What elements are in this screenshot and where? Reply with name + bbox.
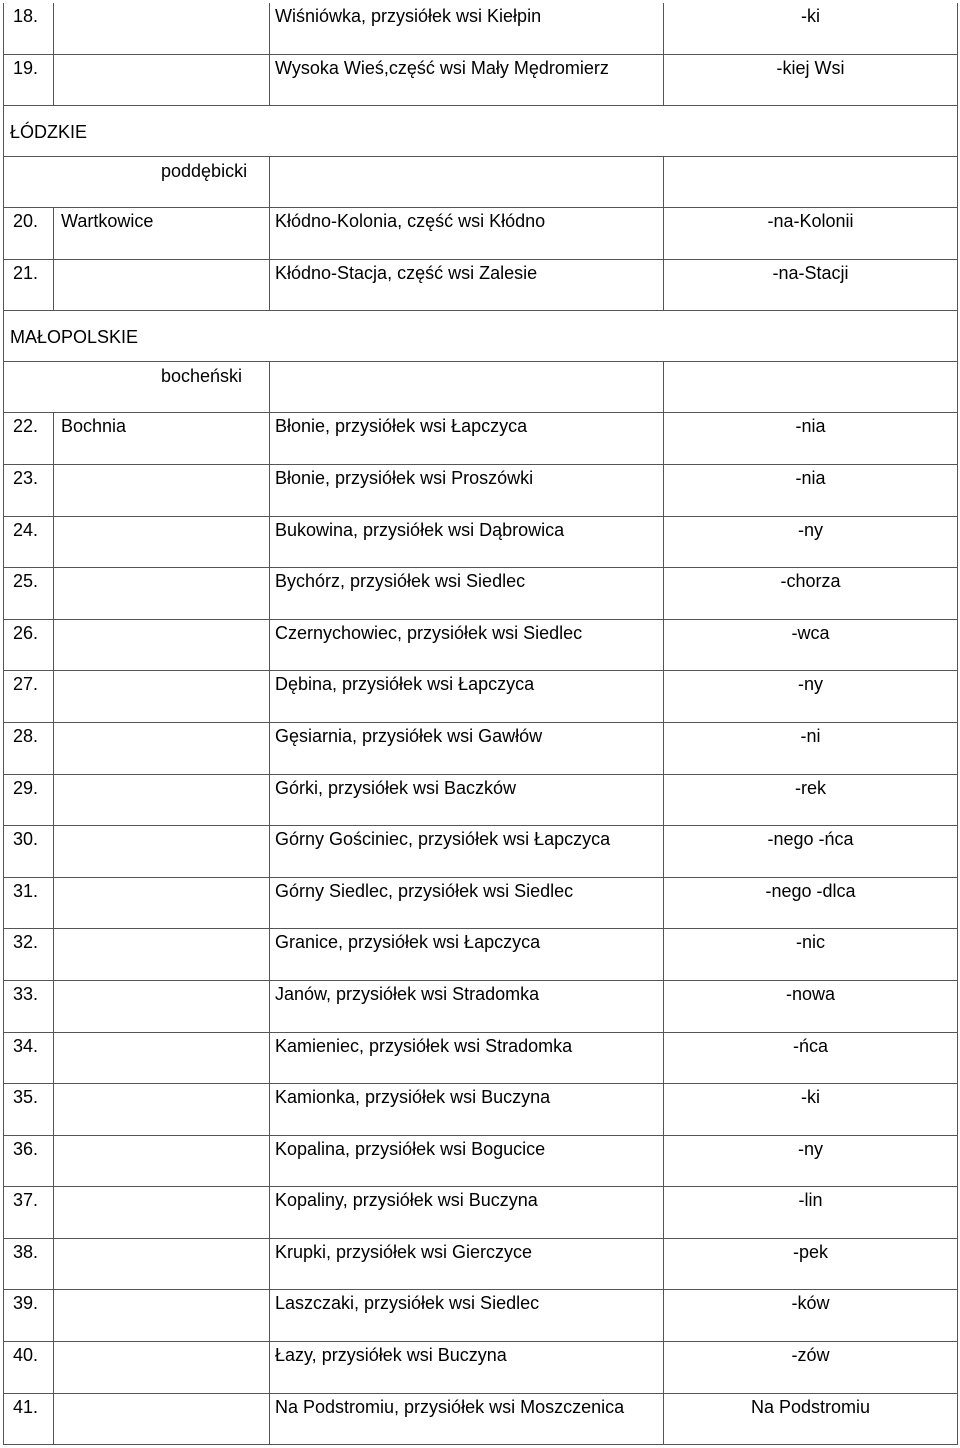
column-divider [3,1239,4,1291]
place-name: Łazy, przysiółek wsi Buczyna [275,1345,507,1366]
place-name: Janów, przysiółek wsi Stradomka [275,983,540,1004]
column-divider [269,981,270,1033]
row-number: 30. [13,829,39,850]
row-number: 35. [13,1087,39,1108]
column-divider [3,671,4,723]
column-divider [269,826,270,878]
table-row [3,208,958,260]
genitive-suffix: -nego -ńca [767,829,854,850]
table-row [3,465,958,517]
column-divider [53,1290,54,1342]
row-number: 27. [13,674,39,695]
column-divider [53,465,54,517]
table-row [3,878,958,930]
row-number: 34. [13,1035,39,1056]
genitive-suffix: -lin [798,1190,823,1211]
genitive-suffix: Na Podstromiu [750,1396,871,1417]
row-number: 18. [13,6,39,26]
column-divider [53,826,54,878]
column-divider [269,1394,270,1446]
column-divider [53,1239,54,1291]
column-divider [269,55,270,107]
voivodeship-heading: ŁÓDZKIE [10,122,88,143]
column-divider [3,1342,4,1394]
table-row [3,413,958,465]
table-row [3,775,958,827]
column-divider [269,1136,270,1188]
column-divider [957,362,958,413]
row-number: 25. [13,571,39,592]
gmina-name: Bochnia [61,416,127,437]
column-divider [53,775,54,827]
column-divider [269,413,270,465]
table-row [3,55,958,107]
row-divider [3,1444,958,1445]
genitive-suffix: -rek [795,777,826,798]
county-row [3,362,958,413]
column-divider [53,929,54,981]
column-divider [3,55,4,107]
row-number: 38. [13,1241,39,1262]
column-divider [53,671,54,723]
row-number: 20. [13,211,39,232]
table-row [3,3,958,55]
place-name: Wiśniówka, przysiółek wsi Kiełpin [275,6,542,26]
genitive-suffix: -nia [795,467,826,488]
column-divider [269,1033,270,1085]
column-divider [269,568,270,620]
column-divider [957,106,958,157]
row-number: 29. [13,777,39,798]
place-name: Kłódno-Stacja, część wsi Zalesie [275,262,538,283]
place-name: Na Podstromiu, przysiółek wsi Moszczenica [275,1396,625,1417]
genitive-suffix: -kiej Wsi [776,57,845,78]
genitive-suffix: -pek [792,1241,828,1262]
table-row [3,568,958,620]
table-row [3,1136,958,1188]
column-divider [269,878,270,930]
place-name: Wysoka Wieś,część wsi Mały Mędromierz [275,57,609,78]
place-name: Błonie, przysiółek wsi Proszówki [275,467,534,488]
column-divider [269,620,270,672]
column-divider [269,3,270,55]
place-name-table [3,3,958,1445]
place-name: Kopaliny, przysiółek wsi Buczyna [275,1190,538,1211]
column-divider [3,981,4,1033]
gmina-name: Wartkowice [61,211,154,232]
column-divider [53,208,54,260]
genitive-suffix: -ny [797,1138,823,1159]
genitive-suffix: -ńca [792,1035,828,1056]
column-divider [53,1033,54,1085]
column-divider [53,3,54,55]
table-row [3,981,958,1033]
column-divider [663,157,664,208]
place-name: Kłódno-Kolonia, część wsi Kłódno [275,211,546,232]
column-divider [269,362,270,413]
genitive-suffix: -ków [791,1293,830,1314]
column-divider [53,1084,54,1136]
column-divider [269,157,270,208]
voivodeship-heading: MAŁOPOLSKIE [10,327,139,348]
place-name: Kamionka, przysiółek wsi Buczyna [275,1087,551,1108]
column-divider [3,826,4,878]
column-divider [3,1033,4,1085]
genitive-suffix: -nia [795,416,826,437]
column-divider [269,775,270,827]
genitive-suffix: -nic [795,932,825,953]
place-name: Górny Siedlec, przysiółek wsi Siedlec [275,880,574,901]
genitive-suffix: -nego -dlca [765,880,856,901]
row-number: 22. [13,416,39,437]
column-divider [269,260,270,312]
place-name: Gęsiarnia, przysiółek wsi Gawłów [275,725,543,746]
table-row [3,826,958,878]
county-heading: bocheński [161,366,243,387]
column-divider [3,1290,4,1342]
table-row [3,1033,958,1085]
column-divider [663,362,664,413]
place-name: Czernychowiec, przysiółek wsi Siedlec [275,622,583,643]
genitive-suffix: -ny [797,519,823,540]
column-divider [53,1394,54,1446]
place-name: Górki, przysiółek wsi Baczków [275,777,517,798]
column-divider [53,55,54,107]
column-divider [3,775,4,827]
county-row [3,157,958,208]
table-row [3,517,958,569]
column-divider [957,157,958,208]
row-number: 40. [13,1345,39,1366]
column-divider [3,465,4,517]
column-divider [53,878,54,930]
table-row [3,723,958,775]
genitive-suffix: -ki [801,6,820,26]
column-divider [3,106,4,157]
region-row [3,311,958,362]
column-divider [53,620,54,672]
table-row [3,620,958,672]
genitive-suffix: -chorza [780,571,841,592]
table-row [3,1239,958,1291]
column-divider [269,1290,270,1342]
row-number: 33. [13,983,39,1004]
table-row [3,1290,958,1342]
table-row [3,929,958,981]
column-divider [3,1187,4,1239]
genitive-suffix: -nowa [785,983,836,1004]
county-heading: poddębicki [161,161,248,182]
table-row [3,671,958,723]
genitive-suffix: -na-Stacji [772,262,849,283]
column-divider [53,260,54,312]
row-number: 26. [13,622,39,643]
column-divider [269,208,270,260]
place-name: Granice, przysiółek wsi Łapczyca [275,932,541,953]
column-divider [3,620,4,672]
row-number: 24. [13,519,39,540]
column-divider [53,568,54,620]
column-divider [3,517,4,569]
column-divider [269,1187,270,1239]
genitive-suffix: -zów [791,1345,830,1366]
column-divider [53,517,54,569]
row-number: 36. [13,1138,39,1159]
table-row [3,260,958,312]
row-number: 21. [13,262,39,283]
column-divider [3,413,4,465]
column-divider [53,413,54,465]
column-divider [53,981,54,1033]
region-row [3,106,958,157]
place-name: Kopalina, przysiółek wsi Bogucice [275,1138,546,1159]
column-divider [3,157,4,208]
genitive-suffix: -ki [801,1087,820,1108]
column-divider [269,465,270,517]
place-name: Górny Gościniec, przysiółek wsi Łapczyca [275,829,611,850]
genitive-suffix: -na-Kolonii [767,211,854,232]
column-divider [3,1394,4,1446]
genitive-suffix: -wca [791,622,830,643]
column-divider [269,1084,270,1136]
column-divider [3,362,4,413]
genitive-suffix: -ni [800,725,821,746]
row-number: 41. [13,1396,39,1417]
column-divider [3,208,4,260]
table-row [3,1394,958,1446]
column-divider [53,1342,54,1394]
column-divider [269,723,270,775]
row-number: 23. [13,467,39,488]
row-number: 28. [13,725,39,746]
place-name: Błonie, przysiółek wsi Łapczyca [275,416,528,437]
column-divider [53,723,54,775]
column-divider [957,311,958,362]
column-divider [3,311,4,362]
column-divider [3,568,4,620]
column-divider [3,929,4,981]
column-divider [3,260,4,312]
row-number: 31. [13,880,39,901]
genitive-suffix: -ny [797,674,823,695]
column-divider [269,1342,270,1394]
column-divider [53,1136,54,1188]
column-divider [53,1187,54,1239]
place-name: Laszczaki, przysiółek wsi Siedlec [275,1293,540,1314]
row-number: 19. [13,57,39,78]
column-divider [3,878,4,930]
table-row [3,1084,958,1136]
column-divider [269,1239,270,1291]
column-divider [3,723,4,775]
row-number: 37. [13,1190,39,1211]
column-divider [3,1084,4,1136]
place-name: Bychórz, przysiółek wsi Siedlec [275,571,526,592]
place-name: Kamieniec, przysiółek wsi Stradomka [275,1035,573,1056]
column-divider [3,1136,4,1188]
column-divider [269,517,270,569]
table-row [3,1187,958,1239]
column-divider [269,671,270,723]
column-divider [269,929,270,981]
row-number: 39. [13,1293,39,1314]
table-row [3,1342,958,1394]
column-divider [3,3,4,55]
row-number: 32. [13,932,39,953]
place-name: Dębina, przysiółek wsi Łapczyca [275,674,535,695]
place-name: Bukowina, przysiółek wsi Dąbrowica [275,519,565,540]
place-name: Krupki, przysiółek wsi Gierczyce [275,1241,533,1262]
